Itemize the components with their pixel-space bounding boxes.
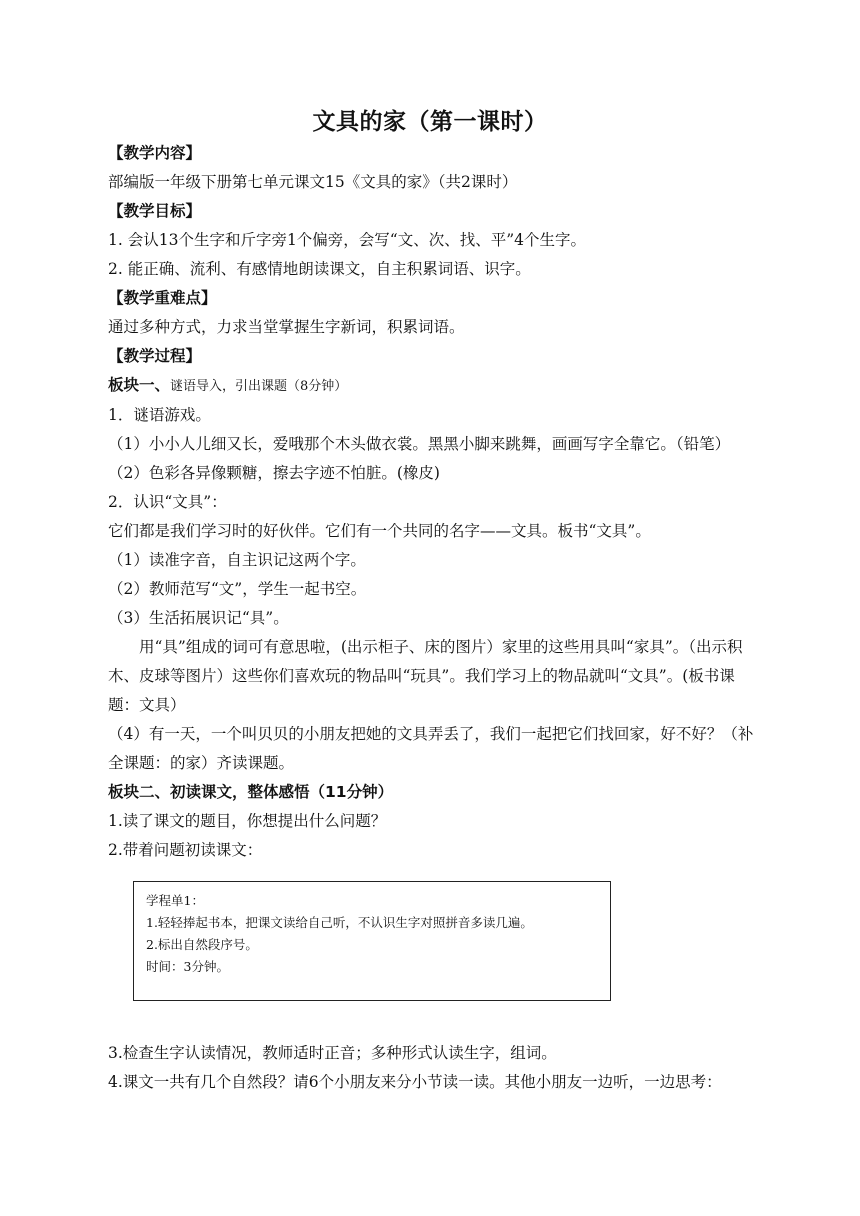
block-one-section bbox=[108, 401, 756, 778]
worksheet-line: 学程单1： bbox=[146, 893, 204, 908]
text-line: 2. 能正确、流利、有感情地朗读课文，自主积累词语、识字。 bbox=[108, 260, 531, 278]
worksheet-box bbox=[133, 881, 611, 1001]
section-heading: 【教学重难点】 bbox=[108, 289, 217, 307]
worksheet-line: 时间：3分钟。 bbox=[146, 959, 229, 974]
block-one-label: 板块一、 bbox=[108, 376, 171, 394]
text-line: 2．认识“文具”： bbox=[108, 493, 227, 511]
text-line: （1）小小人儿细又长，爱哦那个木头做衣裳。黑黑小脚来跳舞，画画写字全靠它。（铅笔） bbox=[108, 435, 731, 453]
text-line: 部编版一年级下册第七单元课文15《文具的家》（共2课时） bbox=[108, 173, 518, 191]
text-line: 用“具”组成的词可有意思啦，(出示柜子、床的图片）家里的这些用具叫“家具”。（出示积木、皮球等图片）这些你们喜欢玩的物品叫“玩具”。我们学习上的物品就叫“文具”。(板书课题：文具） bbox=[108, 638, 743, 714]
block-two-heading: 板块二、初读课文，整体感悟（11分钟） bbox=[108, 783, 394, 801]
text-line: 2.带着问题初读课文： bbox=[108, 841, 263, 859]
text-line: （2）色彩各异像颗糖，擦去字迹不怕脏。(橡皮) bbox=[108, 464, 440, 482]
document-body bbox=[108, 139, 756, 1097]
text-line: 它们都是我们学习时的好伙伴。它们有一个共同的名字——文具。板书“文具”。 bbox=[108, 522, 651, 540]
section-heading: 【教学过程】 bbox=[108, 347, 202, 365]
closing-section bbox=[108, 1039, 756, 1097]
text-line: 通过多种方式，力求当堂掌握生字新词，积累词语。 bbox=[108, 318, 465, 336]
document-title: 文具的家（第一课时） bbox=[312, 109, 548, 135]
block-two-section bbox=[108, 807, 756, 865]
worksheet-line: 1.轻轻捧起书本，把课文读给自己听，不认识生字对照拼音多读几遍。 bbox=[146, 915, 533, 930]
text-line: 1. 会认13个生字和斤字旁1个偏旁，会写“文、次、找、平”4个生字。 bbox=[108, 231, 587, 249]
text-line: 3.检查生字认读情况，教师适时正音；多种形式认读生字，组词。 bbox=[108, 1044, 557, 1062]
text-line: （2）教师范写“文”，学生一起书空。 bbox=[108, 580, 367, 598]
section-heading: 【教学目标】 bbox=[108, 202, 202, 220]
section-heading: 【教学内容】 bbox=[108, 144, 202, 162]
worksheet-line: 2.标出自然段序号。 bbox=[146, 937, 258, 952]
block-one-heading bbox=[108, 371, 756, 401]
text-line: 1．谜语游戏。 bbox=[108, 406, 211, 424]
text-line: （4）有一天，一个叫贝贝的小朋友把她的文具弄丢了，我们一起把它们找回家，好不好？（补全课题：的家）齐读课题。 bbox=[108, 725, 754, 772]
intro-section bbox=[108, 139, 756, 371]
text-line: 4.课文一共有几个自然段？请6个小朋友来分小节读一读。其他小朋友一边听，一边思考： bbox=[108, 1073, 722, 1091]
block-one-title: 谜语导入，引出课题（8分钟） bbox=[170, 379, 348, 394]
text-line: （1）读准字音，自主识记这两个字。 bbox=[108, 551, 366, 569]
text-line: 1.读了课文的题目，你想提出什么问题？ bbox=[108, 812, 387, 830]
text-line: （3）生活拓展识记“具”。 bbox=[108, 609, 289, 627]
